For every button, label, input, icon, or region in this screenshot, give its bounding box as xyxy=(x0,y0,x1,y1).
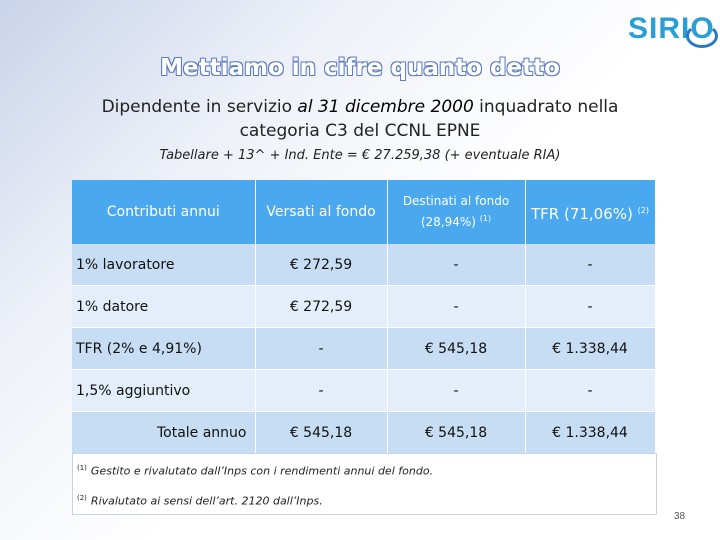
page-number: 38 xyxy=(674,511,686,522)
slide-subtitle xyxy=(60,95,660,143)
slide-title: Mettiamo in cifre quanto detto xyxy=(160,55,560,81)
cell-versati: - xyxy=(255,370,387,412)
sirio-logo xyxy=(628,12,715,46)
footnote-1-marker: (1) xyxy=(77,464,87,472)
total-versati: € 545,18 xyxy=(255,412,387,454)
header-versati xyxy=(255,180,387,244)
total-label: Totale annuo xyxy=(72,412,255,454)
table-row xyxy=(72,286,655,328)
total-tfr: € 1.338,44 xyxy=(525,412,655,454)
header-destinati-sup: (1) xyxy=(479,214,492,223)
cell-destinati: € 545,18 xyxy=(387,328,525,370)
cell-destinati: - xyxy=(387,370,525,412)
header-tfr xyxy=(525,180,655,244)
subtitle-emphasis: al 31 dicembre 2000 xyxy=(297,97,474,117)
header-tfr-sup: (2) xyxy=(637,205,649,215)
cell-versati: € 272,59 xyxy=(255,244,387,286)
table-total-row xyxy=(72,412,655,454)
subtitle-part2: inquadrato nella categoria C3 del CCNL EPNE xyxy=(239,97,619,141)
cell-versati: € 272,59 xyxy=(255,286,387,328)
cell-destinati: - xyxy=(387,244,525,286)
footnotes-box xyxy=(72,453,657,515)
header-tfr-label: TFR (71,06%) xyxy=(530,204,633,223)
subtitle-part1: Dipendente in servizio xyxy=(101,97,298,117)
row-label: TFR (2% e 4,91%) xyxy=(72,328,255,370)
table-header-row xyxy=(72,180,655,244)
table-row xyxy=(72,328,655,370)
header-destinati-label: Destinati al fondo (28,94%) xyxy=(402,194,510,229)
contributions-table xyxy=(72,180,656,454)
footnote-1 xyxy=(77,464,433,478)
logo-text: SIRIO xyxy=(628,12,715,45)
header-contributi xyxy=(72,180,255,244)
table-row xyxy=(72,370,655,412)
row-label: 1,5% aggiuntivo xyxy=(72,370,255,412)
cell-tfr: - xyxy=(525,370,655,412)
table-row xyxy=(72,244,655,286)
logo-swirl-icon xyxy=(686,24,718,48)
salary-note: Tabellare + 13^ + Ind. Ente = € 27.259,38 (+ eventuale RIA) xyxy=(159,148,561,163)
row-label: 1% lavoratore xyxy=(72,244,255,286)
cell-tfr: - xyxy=(525,244,655,286)
footnote-2 xyxy=(77,494,323,508)
header-destinati xyxy=(387,180,525,244)
total-destinati: € 545,18 xyxy=(387,412,525,454)
footnote-2-text: Rivalutato ai sensi dell’art. 2120 dall’Inps. xyxy=(90,494,323,508)
cell-destinati: - xyxy=(387,286,525,328)
header-contributi-label: Contributi annui xyxy=(106,203,220,220)
footnote-1-text: Gestito e rivalutato dall’Inps con i rendimenti annui del fondo. xyxy=(90,464,434,478)
header-versati-label: Versati al fondo xyxy=(266,203,376,220)
cell-tfr: - xyxy=(525,286,655,328)
footnote-2-marker: (2) xyxy=(77,494,87,502)
cell-versati: - xyxy=(255,328,387,370)
row-label: 1% datore xyxy=(72,286,255,328)
cell-tfr: € 1.338,44 xyxy=(525,328,655,370)
